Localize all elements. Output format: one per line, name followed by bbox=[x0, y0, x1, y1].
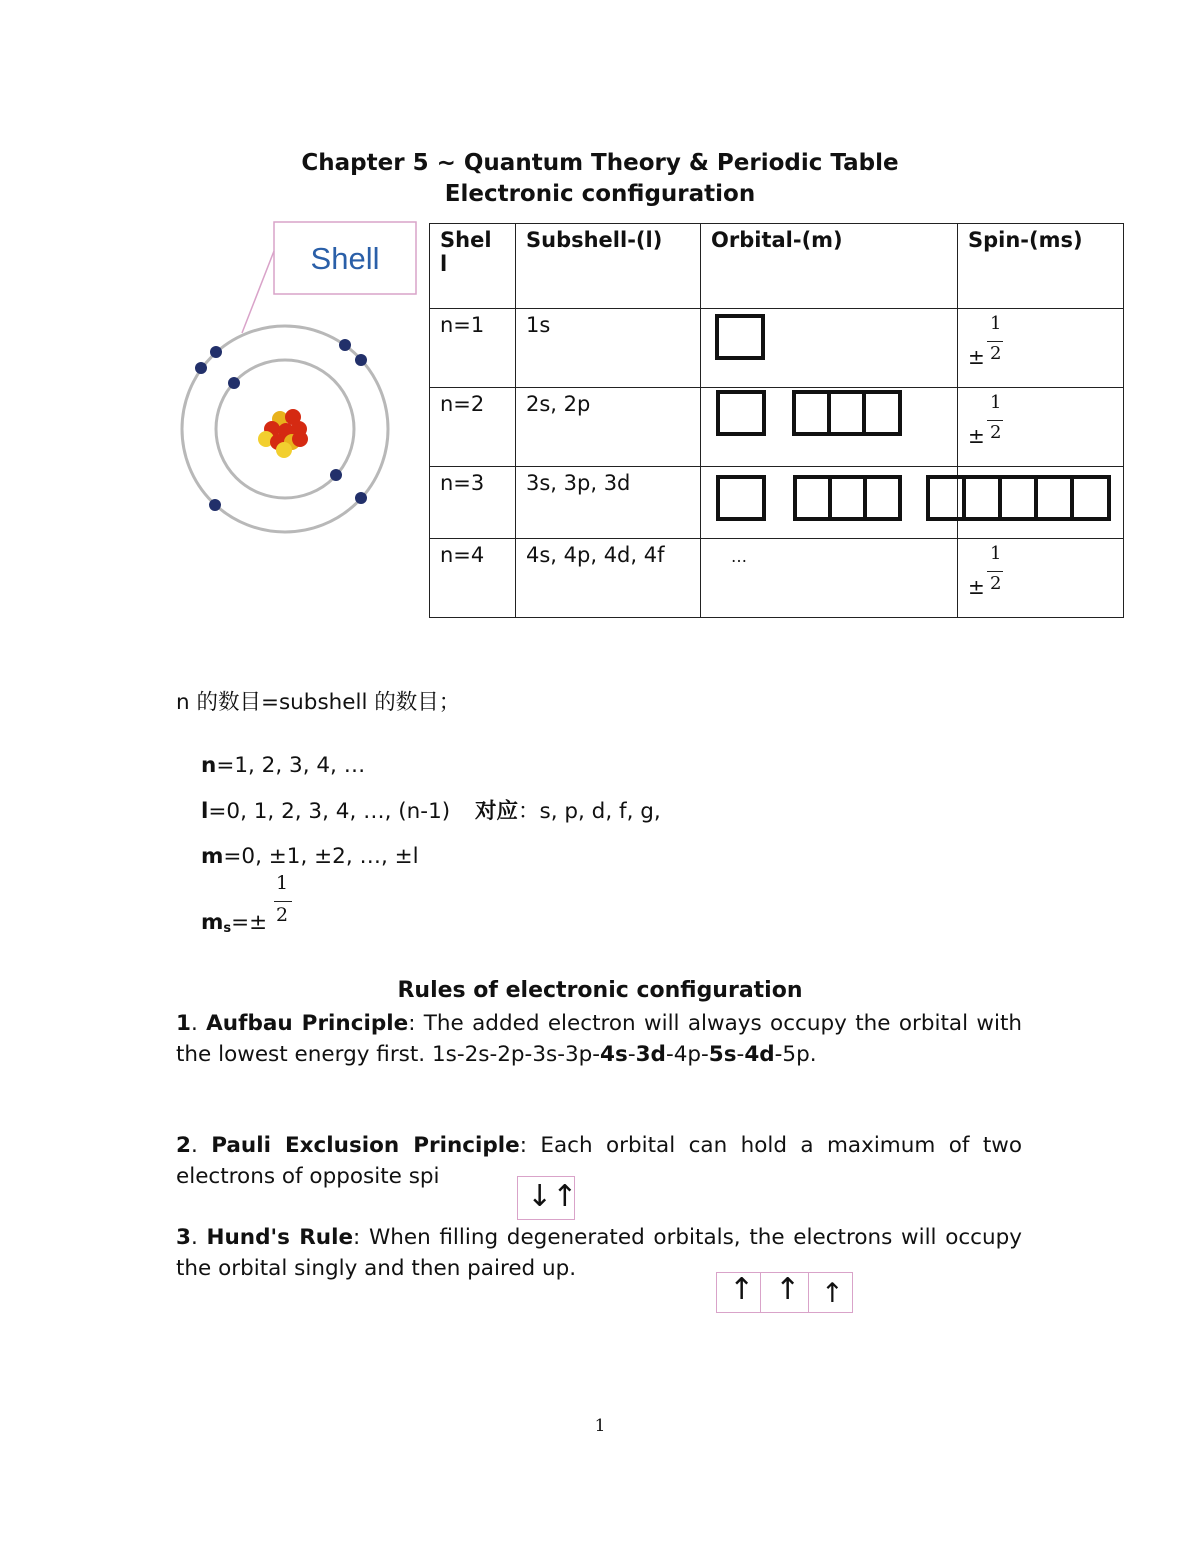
orbital-box-3d bbox=[998, 475, 1038, 521]
nucleus bbox=[258, 409, 308, 458]
pauli-arrows: ↓↑ bbox=[527, 1179, 578, 1214]
orbital-box-3d bbox=[1034, 475, 1074, 521]
orbital-box-3d bbox=[926, 475, 966, 521]
cell-subshell: 1s bbox=[516, 309, 701, 388]
note-n-equals-subshell: n 的数目=subshell 的数目； bbox=[176, 690, 461, 715]
spin-fraction: 1 2 ± bbox=[968, 543, 1002, 599]
page-number: 1 bbox=[594, 1416, 606, 1436]
cell-subshell: 3s, 3p, 3d bbox=[516, 467, 701, 539]
ms-fraction-bar bbox=[274, 901, 292, 902]
orbital-box-3p bbox=[863, 475, 902, 521]
orbital-box-3p bbox=[828, 475, 867, 521]
page-title: Chapter 5 ~ Quantum Theory & Periodic Table bbox=[301, 150, 899, 176]
cell-shell: n=4 bbox=[430, 539, 516, 618]
rule-hund: 3. Hund's Rule: When filling degenerated orbitals, the electrons will occupy the orbital singly and then paired up. bbox=[176, 1225, 1022, 1281]
cell-subshell: 2s, 2p bbox=[516, 388, 701, 467]
header-spin: Spin-(ms) bbox=[958, 224, 1124, 309]
cell-spin bbox=[958, 539, 1124, 618]
table-row bbox=[430, 388, 1124, 467]
cell-spin bbox=[958, 309, 1124, 388]
orbital-box-2p bbox=[862, 390, 902, 436]
rule-pauli: 2. Pauli Exclusion Principle: Each orbital can hold a maximum of two electrons of opposite spi bbox=[176, 1133, 1022, 1189]
rules-heading: Rules of electronic configuration bbox=[397, 978, 803, 1003]
cell-shell: n=3 bbox=[430, 467, 516, 539]
callout-leader-line bbox=[242, 251, 274, 333]
cell-orbital: … bbox=[701, 539, 958, 618]
pauli-orbital-box bbox=[517, 1176, 578, 1220]
table-row bbox=[430, 309, 1124, 388]
orbital-box-3s bbox=[716, 475, 766, 521]
orbital-box-3d bbox=[1070, 475, 1111, 521]
table-row bbox=[430, 539, 1124, 618]
rule-aufbau: 1. Aufbau Principle: The added electron will always occupy the orbital with the lowest energy first. 1s-2s-2p-3s-3p-4s-3d-4p-5s-4d-5p. bbox=[176, 1011, 1023, 1067]
note-m-values: m=0, ±1, ±2, …, ±l bbox=[201, 844, 419, 869]
cell-spin bbox=[958, 388, 1124, 467]
page-subtitle: Electronic configuration bbox=[444, 181, 756, 207]
orbital-box-3d bbox=[962, 475, 1002, 521]
cell-shell: n=2 bbox=[430, 388, 516, 467]
hund-orbital-box: ↑ bbox=[808, 1272, 853, 1313]
hund-orbital-box: ↑ bbox=[760, 1272, 809, 1313]
orbital-box-2s bbox=[716, 390, 766, 436]
orbital-box-2p bbox=[827, 390, 866, 436]
orbital-box-3p bbox=[793, 475, 832, 521]
configuration-table bbox=[429, 223, 1124, 618]
spin-fraction: 1 2 ± bbox=[968, 313, 1002, 369]
header-shell: Shel l bbox=[430, 224, 516, 309]
ms-fraction-den: 2 bbox=[276, 904, 289, 926]
cell-shell: n=1 bbox=[430, 309, 516, 388]
cell-subshell: 4s, 4p, 4d, 4f bbox=[516, 539, 701, 618]
table-header-row bbox=[430, 224, 1124, 309]
hund-orbital-box: ↑ bbox=[716, 1272, 761, 1313]
spin-fraction: 1 2 ± bbox=[968, 392, 1002, 448]
orbital-box-1s bbox=[715, 314, 765, 360]
note-l-values: l=0, 1, 2, 3, 4, …, (n-1) 对应：s, p, d, f, g, bbox=[201, 799, 661, 824]
note-n-values: n=1, 2, 3, 4, … bbox=[201, 753, 366, 778]
shell-callout-label: Shell bbox=[310, 241, 380, 276]
atom-shell-diagram bbox=[170, 215, 430, 545]
header-subshell: Subshell-(l) bbox=[516, 224, 701, 309]
orbital-box-2p bbox=[792, 390, 831, 436]
note-ms-values: ms=± bbox=[201, 910, 268, 936]
ms-fraction-num: 1 bbox=[276, 872, 289, 894]
header-orbital: Orbital-(m) bbox=[701, 224, 958, 309]
